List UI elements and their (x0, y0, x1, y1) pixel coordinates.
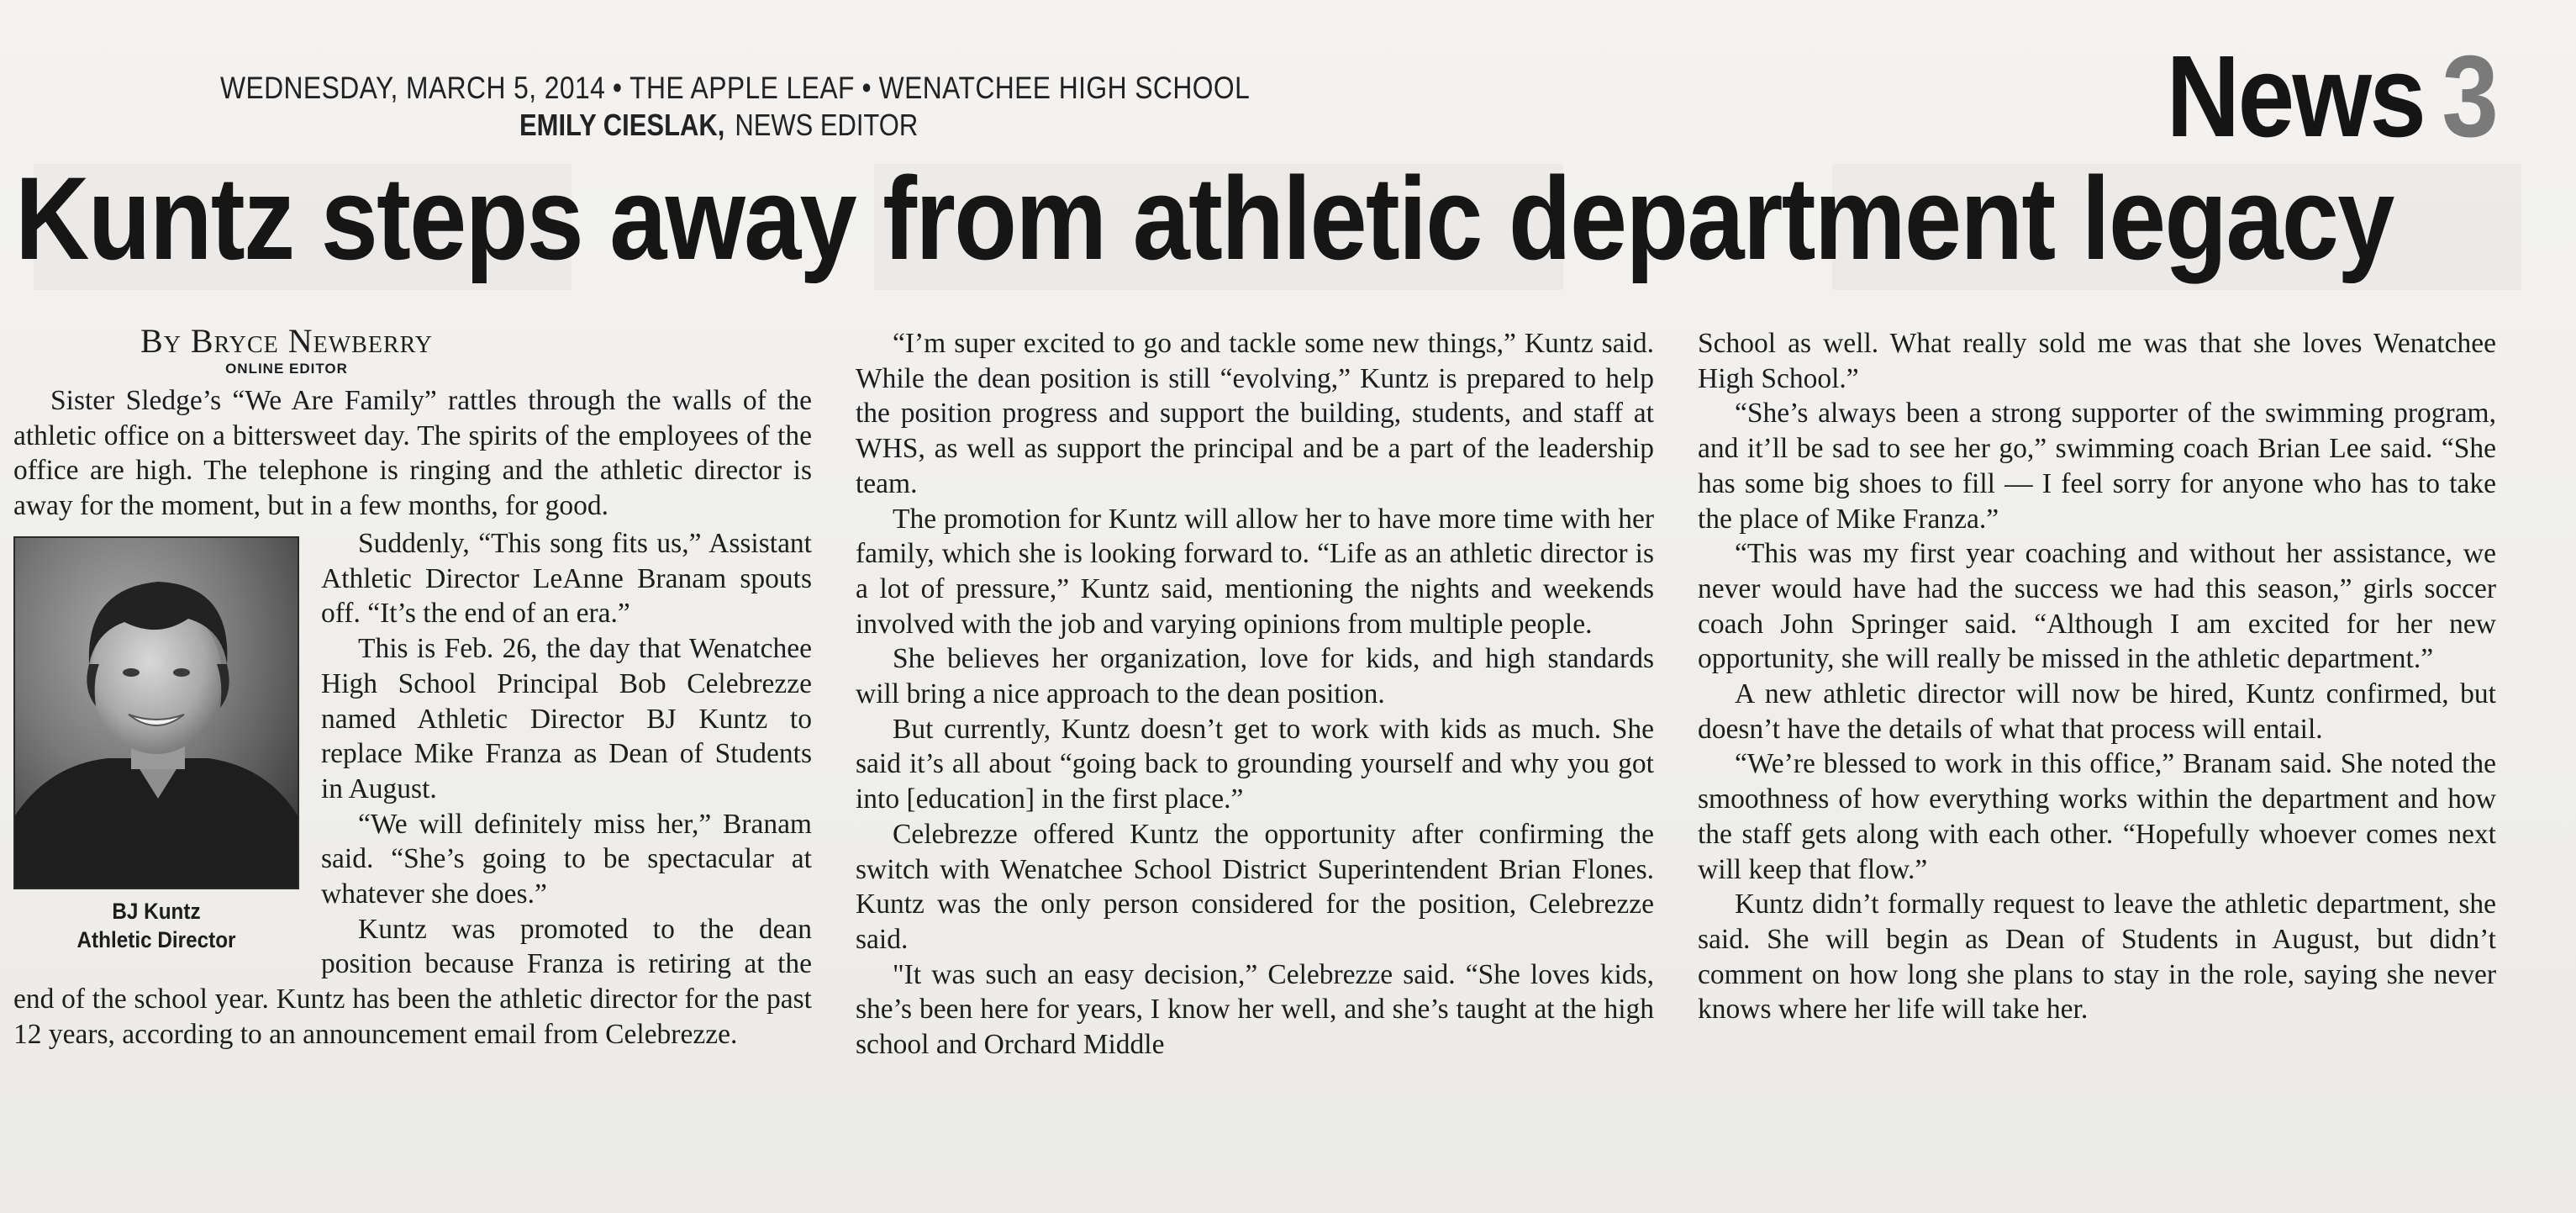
separator: • (861, 71, 872, 105)
photo-caption-name: BJ Kuntz (112, 899, 201, 924)
paper-name: THE APPLE LEAF (630, 71, 855, 105)
editor-role: NEWS EDITOR (735, 108, 919, 142)
paragraph: The promotion for Kuntz will allow her to have more time with her family, which she is looking forward to. “Life as an athletic director is a lot of pressure,” Kuntz said, mentioning the nights and weekends involved with the job and varying opinions from multiple people. (856, 503, 1654, 640)
headline: Kuntz steps away from athletic department legacy (15, 152, 2394, 284)
paragraph: This is Feb. 26, the day that Wenatchee High School Principal Bob Celebrezze named Athletic Director BJ Kuntz to replace Mike Franza as Dean of Students in August. (321, 633, 812, 804)
page-number: 3 (2442, 32, 2496, 161)
photo-block (13, 536, 299, 955)
paragraph: Kuntz didn’t formally request to leave the athletic department, she said. She will begin as Dean of Students in August, but didn’t comment on how long she plans to stay in the role, saying she never knows where her life will take her. (1698, 889, 2496, 1026)
byline-title: ONLINE EDITOR (225, 361, 348, 377)
section-name: News (2166, 32, 2424, 161)
photo-caption-title: Athletic Director (76, 927, 236, 952)
paragraph: Kuntz was promoted to the dean position because Franza is retiring at the end of the school year. Kuntz has been the athletic director for the past 12 years, according to an announcement email from Celebrezze. (13, 913, 812, 1050)
paragraph: “She’s always been a strong supporter of the swimming program, and it’ll be sad to see her go,” swimming coach Brian Lee said. “She has some big shoes to fill — I feel sorry for anyone who has to take the place of Mike Franza.” (1698, 398, 2496, 535)
dateline (220, 71, 1250, 106)
paragraph: "It was such an easy decision,” Celebrezze said. “She loves kids, she’s been here for years, I know her well, and she’s taught at the high school and Orchard Middle (856, 958, 1654, 1061)
article-column-3 (1698, 326, 2496, 1027)
editor-line (519, 108, 918, 143)
paragraph: But currently, Kuntz doesn’t get to work with kids as much. She said it’s all about “going back to grounding yourself and why you got into [education] in the first place.” (856, 713, 1654, 815)
article-column-2 (856, 326, 1654, 1063)
editor-name: EMILY CIESLAK, (519, 108, 725, 142)
paragraph: She believes her organization, love for kids, and high standards will bring a nice approach to the dean position. (856, 643, 1654, 710)
issue-date: WEDNESDAY, MARCH 5, 2014 (220, 71, 606, 105)
portrait-photo (13, 536, 299, 889)
paragraph: “We will definitely miss her,” Branam said. “She’s going to be spectacular at whatever she does.” (321, 808, 812, 910)
section-flag (2166, 32, 2496, 161)
separator: • (612, 71, 623, 105)
paragraph: Suddenly, “This song fits us,” Assistant Athletic Director LeAnne Branam spouts off. “It’s the end of an era.” (321, 528, 812, 630)
paragraph: Sister Sledge’s “We Are Family” rattles through the walls of the athletic office on a bittersweet day. The spirits of the employees of the office are high. The telephone is ringing and the athletic director is away for the moment, but in a few months, for good. (13, 385, 812, 522)
paragraph: “I’m super excited to go and tackle some new things,” Kuntz said. While the dean position is still “evolving,” Kuntz is prepared to help the position progress and support the building, students, and staff at WHS, as well as support the principal and be a part of the leadership team. (856, 328, 1654, 499)
portrait-image (15, 538, 298, 888)
byline: By Bryce Newberry (140, 322, 433, 360)
school-name: WENATCHEE HIGH SCHOOL (878, 71, 1251, 105)
article-column-1-wrap (13, 526, 812, 1052)
paragraph: School as well. What really sold me was that she loves Wenatchee High School.” (1698, 328, 2496, 394)
paragraph: “We’re blessed to work in this office,” Branam said. She noted the smoothness of how everything works within the department and how the staff gets along with each other. “Hopefully whoever comes next will keep that flow.” (1698, 748, 2496, 885)
paragraph: “This was my first year coaching and without her assistance, we never would have had the success we had this season,” girls soccer coach John Springer said. “Although I am excited for her new opportunity, she will really be missed in the athletic department.” (1698, 538, 2496, 675)
paragraph: A new athletic director will now be hired, Kuntz confirmed, but doesn’t have the details of what that process will entail. (1698, 678, 2496, 745)
paragraph: Celebrezze offered Kuntz the opportunity after confirming the switch with Wenatchee School District Superintendent Brian Flones. Kuntz was the only person considered for the position, Celebrezze said. (856, 818, 1654, 955)
article-column-1 (13, 323, 812, 524)
